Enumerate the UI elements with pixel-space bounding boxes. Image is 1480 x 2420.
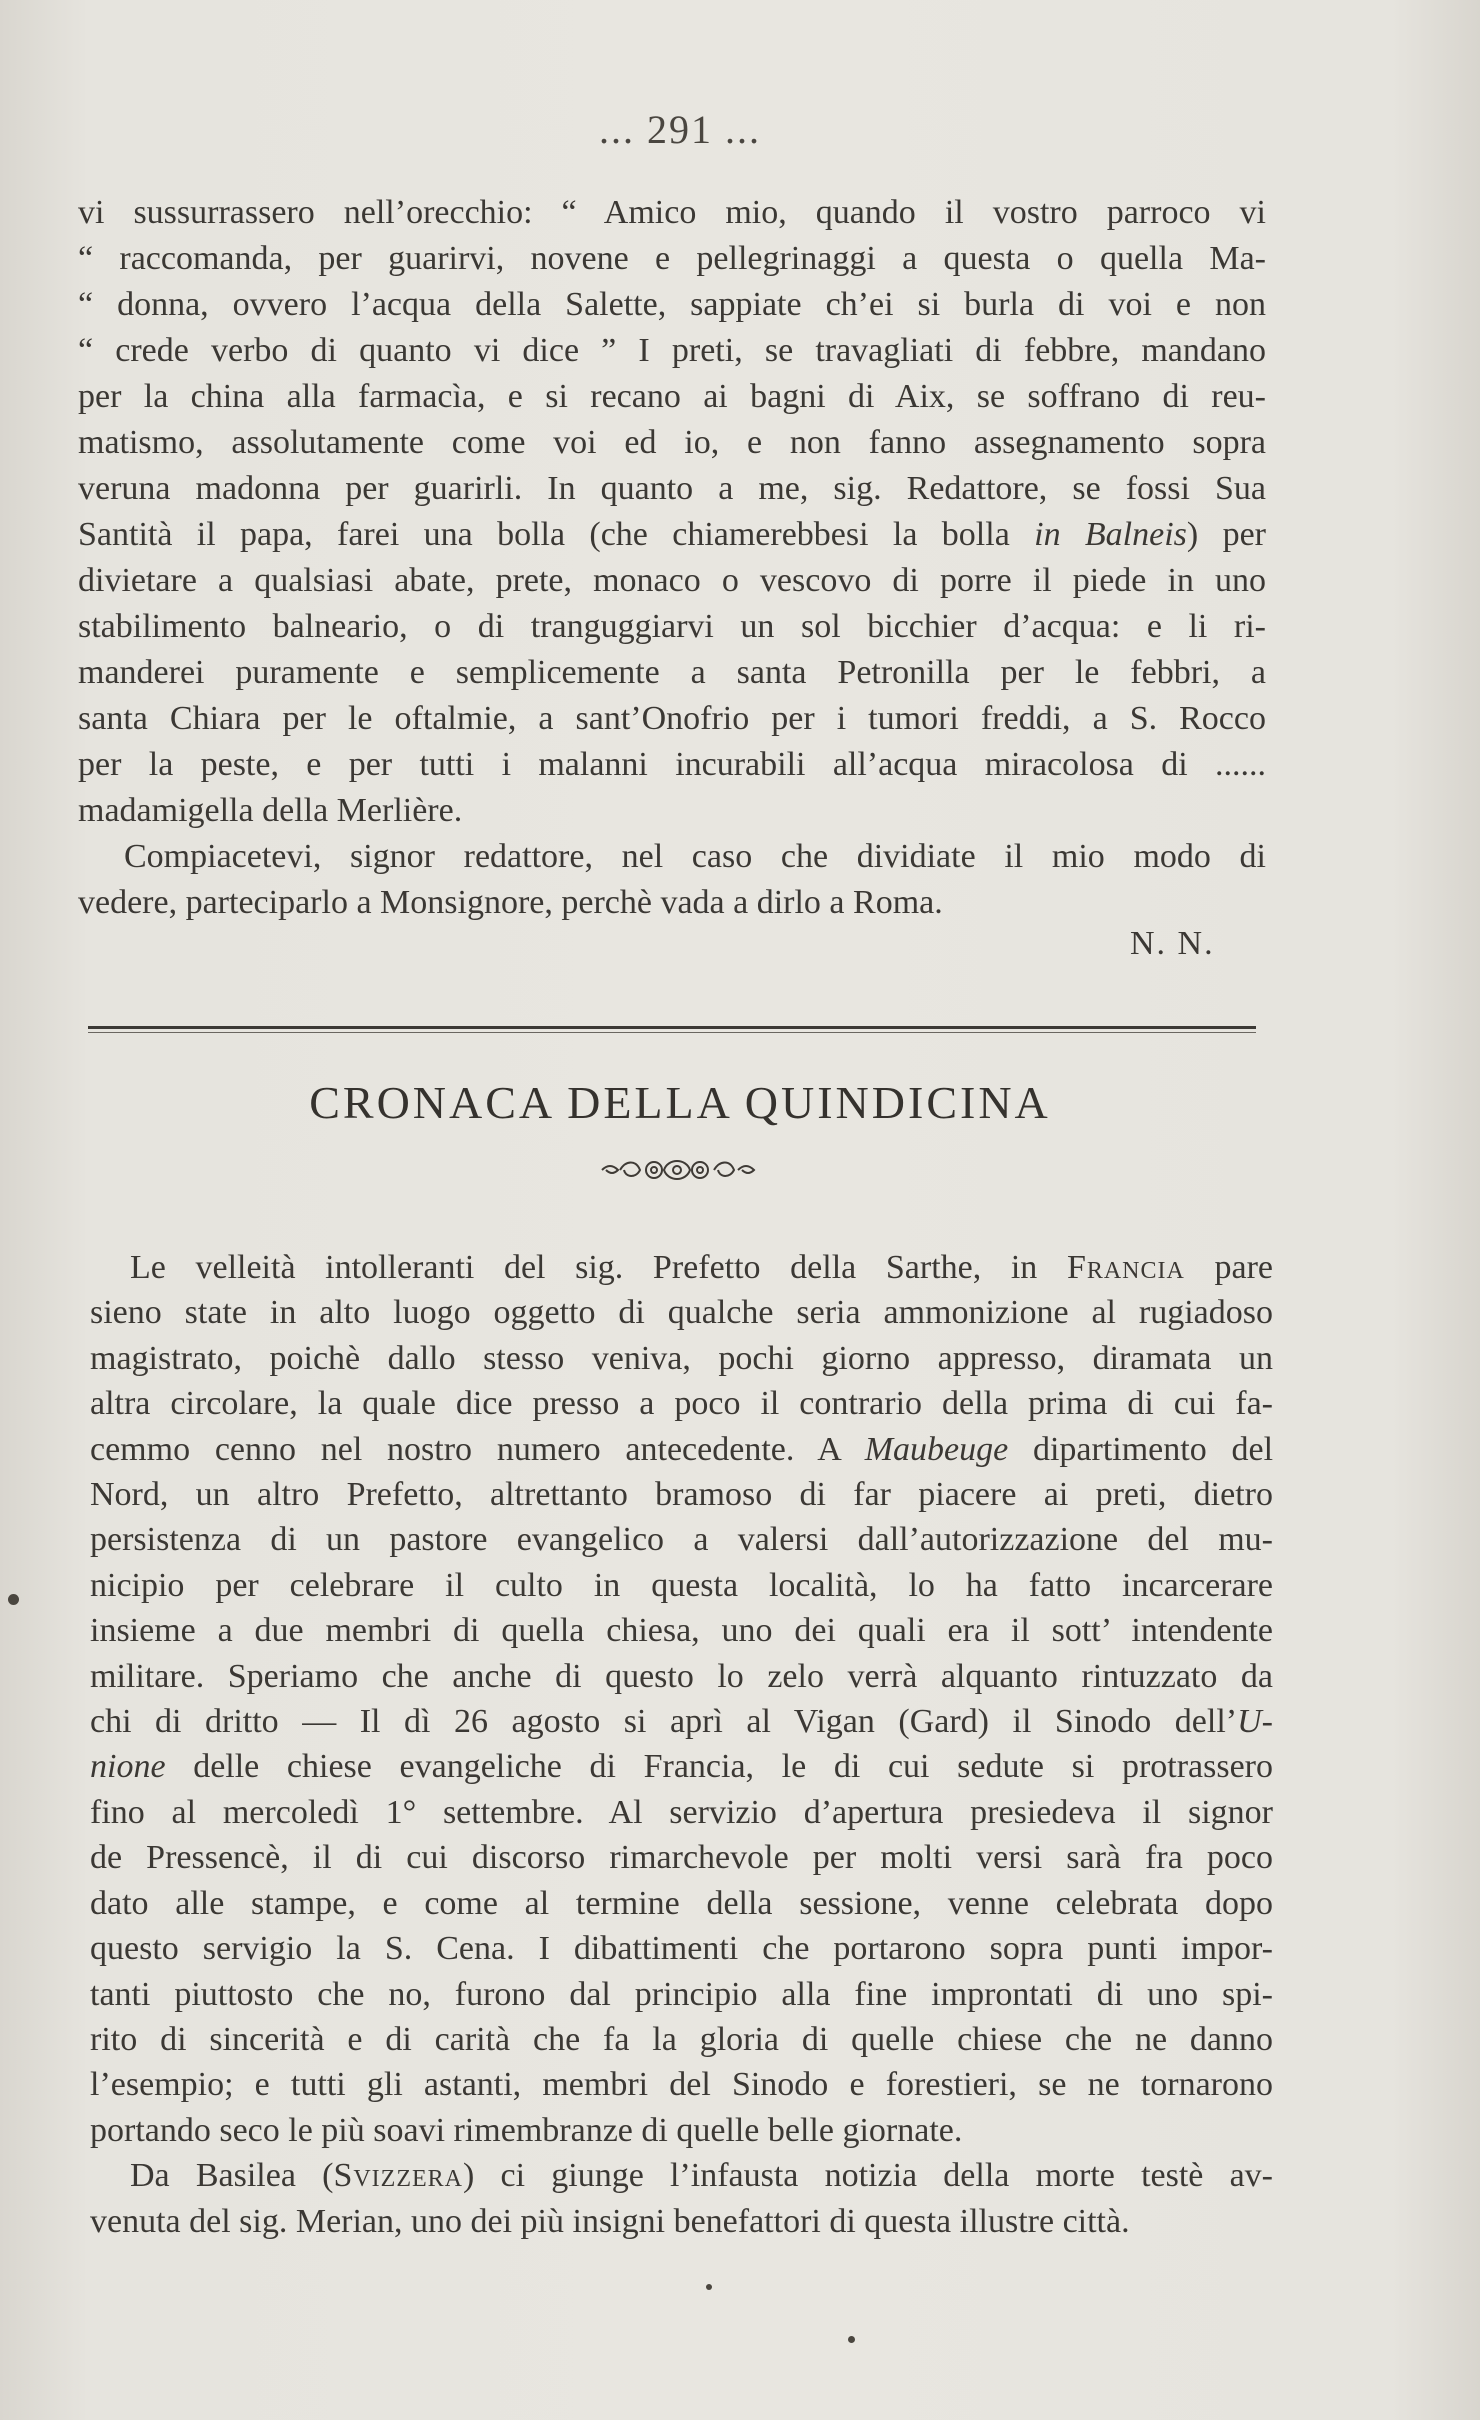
text-fragment: chi di dritto — Il dì 26 agosto si aprì al Vigan (Gard) il Sinodo dell’ [90, 1703, 1238, 1741]
text-line: divietare a qualsiasi abate, prete, monaco o vescovo di porre il piede in uno [78, 562, 1266, 599]
text-line: sieno state in alto luogo oggetto di qualche seria ammonizione al rugiadoso [90, 1294, 1273, 1332]
italic-place: Maubeuge [864, 1430, 1009, 1468]
text-fragment: delle chiese evangeliche di Francia, le di cui sedute si protrassero [193, 1748, 1274, 1786]
text-fragment: pare [1214, 1249, 1273, 1286]
ink-speck [8, 1594, 19, 1605]
text-line: veruna madonna per guarirli. In quanto a me, sig. Redattore, se fossi Sua [78, 470, 1266, 507]
text-line: nicipio per celebrare il culto in questa località, lo ha fatto incarcerare [90, 1566, 1273, 1604]
text-fragment: Santità il papa, farei una bolla (che chiamerebbesi la bolla [78, 516, 1010, 553]
text-line: “ crede verbo di quanto vi dice ” I preti, se travagliati di febbre, mandano [78, 332, 1266, 369]
text-line: militare. Speriamo che anche di questo lo zelo verrà alquanto rintuzzato da [90, 1657, 1273, 1695]
smallcaps-word: Francia [1066, 1249, 1185, 1286]
text-line-with-italic [90, 1699, 1273, 1744]
text-line: per la china alla farmacìa, e si recano ai bagni di Aix, se soffrano di reu- [78, 378, 1266, 415]
text-line: altra circolare, la quale dice presso a poco il contrario della prima di cui fa- [90, 1385, 1273, 1423]
text-line-with-italic [90, 1744, 1273, 1789]
text-line: questo servigio la S. Cena. I dibattimenti che portarono sopra punti impor- [90, 1930, 1273, 1968]
text-line-with-smallcaps [90, 2153, 1273, 2198]
text-line: manderei puramente e semplicemente a santa Petronilla per le febbri, a [78, 654, 1266, 691]
text-fragment: Le velleità intolleranti del sig. Prefetto della Sarthe, in [130, 1249, 1038, 1286]
text-line: vi sussurrassero nell’orecchio: “ Amico mio, quando il vostro parroco vi [78, 194, 1266, 231]
cronaca-paragraph-1 [90, 1245, 1273, 2153]
text-line: per la peste, e per tutti i malanni incurabili all’acqua miracolosa di ...... [78, 746, 1266, 783]
text-fragment: ) ci giunge l’infausta notizia della morte testè av- [463, 2157, 1273, 2195]
text-fragment: Da Basilea ( [130, 2157, 334, 2195]
text-line: l’esempio; e tutti gli astanti, membri del Sinodo e forestieri, se ne tornarono [90, 2066, 1273, 2104]
text-line: dato alle stampe, e come al termine della sessione, venne celebrata dopo [90, 1884, 1273, 1922]
text-line: stabilimento balneario, o di tranguggiarvi un sol bicchier d’acqua: e li ri- [78, 608, 1266, 645]
text-line: matismo, assolutamente come voi ed io, e non fanno assegnamento sopra [78, 424, 1266, 461]
ink-speck [848, 2336, 855, 2343]
text-line-with-italic [90, 1427, 1273, 1472]
text-line: Nord, un altro Prefetto, altrettanto bramoso di far piacere ai preti, dietro [90, 1476, 1273, 1514]
text-line: de Pressencè, il di cui discorso rimarchevole per molti versi sarà fra poco [90, 1839, 1273, 1877]
signature: N. N. [1130, 925, 1215, 962]
text-line: “ donna, ovvero l’acqua della Salette, sappiate ch’ei si burla di voi e non [78, 286, 1266, 323]
italic-fragment: U- [1237, 1703, 1273, 1741]
italic-phrase: in Balneis [1034, 516, 1187, 553]
text-line: “ raccomanda, per guarirvi, novene e pellegrinaggi a questa o quella Ma- [78, 240, 1266, 277]
cronaca-body [90, 1245, 1273, 2244]
text-line: vedere, parteciparlo a Monsignore, perchè vada a dirlo a Roma. [78, 884, 943, 921]
text-line: tanti piuttosto che no, furono dal principio alla fine improntati di uno spi- [90, 1975, 1273, 2013]
section-divider-thin [88, 1032, 1256, 1033]
letter-continuation [78, 190, 1266, 926]
italic-fragment: nione [90, 1748, 166, 1786]
closing-paragraph [78, 834, 1266, 926]
text-line: insieme a due membri di quella chiesa, uno dei quali era il sott’ intendente [90, 1612, 1273, 1650]
text-line: portando seco le più soavi rimembranze di quelle belle giornate. [90, 2111, 963, 2149]
text-line: Compiacetevi, signor redattore, nel caso che dividiate il mio modo di [124, 838, 1266, 875]
cronaca-paragraph-2 [90, 2153, 1273, 2244]
text-line: madamigella della Merlière. [78, 792, 463, 829]
page-number: ... 291 ... [599, 107, 761, 152]
section-title: CRONACA DELLA QUINDICINA [309, 1077, 1051, 1128]
section-divider [88, 1026, 1256, 1029]
text-line: venuta del sig. Merian, uno dei più insigni benefattori di questa illustre città. [90, 2202, 1130, 2240]
text-fragment: dipartimento del [1032, 1430, 1274, 1468]
text-line-with-italic [78, 512, 1266, 558]
text-line: magistrato, poichè dallo stesso veniva, pochi giorno appresso, diramata un [90, 1339, 1273, 1377]
text-fragment: cemmo cenno nel nostro numero antecedente. A [90, 1430, 840, 1468]
text-line: fino al mercoledì 1° settembre. Al servizio d’apertura presiedeva il signor [90, 1793, 1273, 1831]
text-fragment: ) per [1186, 516, 1266, 553]
ornament-flourish [598, 1156, 758, 1184]
text-line: rito di sincerità e di carità che fa la gloria di quelle chiese che ne danno [90, 2020, 1273, 2058]
text-line: persistenza di un pastore evangelico a valersi dall’autorizzazione del mu- [90, 1521, 1273, 1559]
smallcaps-word: Svizzera [333, 2157, 463, 2195]
letter-paragraph [78, 190, 1266, 834]
ink-speck [706, 2284, 712, 2290]
text-line: santa Chiara per le oftalmie, a sant’Onofrio per i tumori freddi, a S. Rocco [78, 700, 1266, 737]
text-line-with-smallcaps [90, 1245, 1273, 1290]
